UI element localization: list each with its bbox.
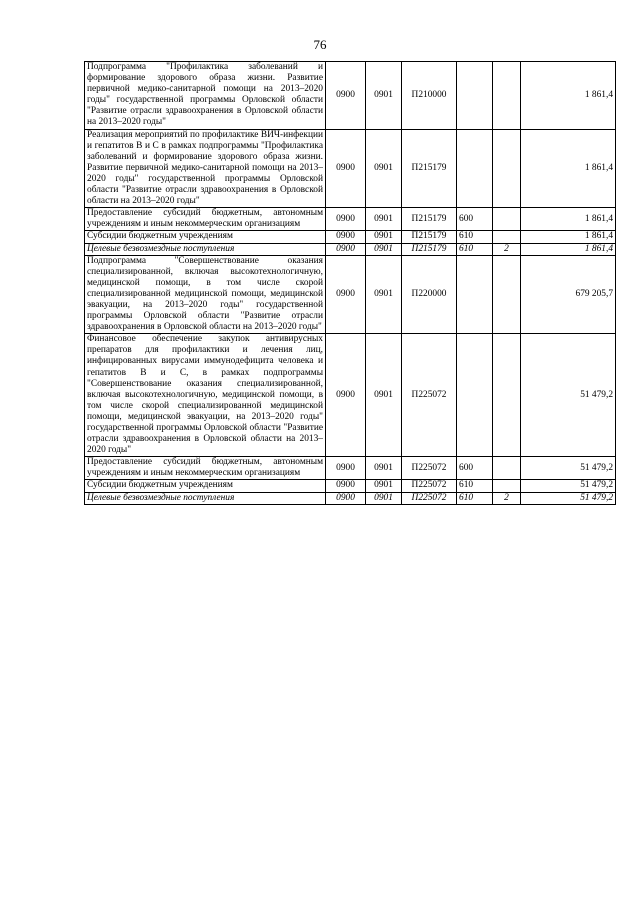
subsection-code: 0901 — [366, 334, 402, 457]
funding-source-code — [493, 208, 521, 231]
amount: 1 861,4 — [521, 208, 616, 231]
funding-source-code — [493, 457, 521, 480]
expense-type-code — [457, 334, 493, 457]
page-number: 76 — [313, 37, 327, 52]
expense-type-code: 610 — [457, 480, 493, 492]
target-article-code: П225072 — [402, 334, 457, 457]
subsection-code: 0901 — [366, 62, 402, 130]
section-code: 0900 — [326, 231, 366, 243]
row-name: Целевые безвозмездные поступления — [85, 492, 326, 504]
row-name: Подпрограмма "Профилактика заболеваний и формирование здорового образа жизни. Развитие первичной медико-санитарной помощи на 2013–2020 годы" государственной программы Орловской области "Развитие отрасли здравоохранения в Орловской области на 2013–2020 годы" — [85, 62, 326, 130]
section-code: 0900 — [326, 129, 366, 208]
table-row — [85, 334, 616, 457]
funding-source-code — [493, 480, 521, 492]
subsection-code: 0901 — [366, 480, 402, 492]
section-code: 0900 — [326, 243, 366, 255]
section-code: 0900 — [326, 208, 366, 231]
target-article-code: П225072 — [402, 457, 457, 480]
section-code: 0900 — [326, 62, 366, 130]
amount: 51 479,2 — [521, 492, 616, 504]
expense-type-code: 600 — [457, 457, 493, 480]
funding-source-code: 2 — [493, 243, 521, 255]
target-article-code: П215179 — [402, 243, 457, 255]
funding-source-code — [493, 231, 521, 243]
subsection-code: 0901 — [366, 457, 402, 480]
amount: 1 861,4 — [521, 243, 616, 255]
target-article-code: П215179 — [402, 231, 457, 243]
amount: 51 479,2 — [521, 480, 616, 492]
target-article-code: П210000 — [402, 62, 457, 130]
section-code: 0900 — [326, 255, 366, 334]
table-row — [85, 208, 616, 231]
expense-type-code: 610 — [457, 243, 493, 255]
table-row — [85, 62, 616, 130]
row-name: Финансовое обеспечение закупок антивирусных препаратов для профилактики и лечения лиц, инфицированных вирусами иммунодефицита человека и гепатитов В и С, в рамках подпрограммы "Совершенствование оказания специализированной, включая высокотехнологичную, медицинской помощи, в том числе скорой специализированной медицинской помощи, медицинской эвакуации, на 2013–2020 годы" государственной программы Орловской области "Развитие отрасли здравоохранения в Орловской области на 2013–2020 годы" — [85, 334, 326, 457]
expense-type-code — [457, 62, 493, 130]
target-article-code: П225072 — [402, 480, 457, 492]
subsection-code: 0901 — [366, 255, 402, 334]
amount: 679 205,7 — [521, 255, 616, 334]
row-name: Подпрограмма "Совершенствование оказания специализированной, включая высокотехнологичную, медицинской помощи, в том числе скорой специализированной медицинской помощи, медицинской эвакуации, на 2013–2020 годы" государственной программы Орловской области "Развитие отрасли здравоохранения в Орловской области на 2013–2020 годы" — [85, 255, 326, 334]
row-name: Предоставление субсидий бюджетным, автономным учреждениям и иным некоммерческим организациям — [85, 457, 326, 480]
target-article-code: П225072 — [402, 492, 457, 504]
table-row — [85, 255, 616, 334]
amount: 51 479,2 — [521, 457, 616, 480]
expense-type-code: 610 — [457, 231, 493, 243]
target-article-code: П215179 — [402, 129, 457, 208]
funding-source-code: 2 — [493, 492, 521, 504]
section-code: 0900 — [326, 457, 366, 480]
table-row — [85, 243, 616, 255]
table-row — [85, 457, 616, 480]
row-name: Целевые безвозмездные поступления — [85, 243, 326, 255]
subsection-code: 0901 — [366, 129, 402, 208]
row-name: Субсидии бюджетным учреждениям — [85, 231, 326, 243]
row-name: Предоставление субсидий бюджетным, автономным учреждениям и иным некоммерческим организациям — [85, 208, 326, 231]
subsection-code: 0901 — [366, 208, 402, 231]
subsection-code: 0901 — [366, 492, 402, 504]
table-row — [85, 492, 616, 504]
amount: 1 861,4 — [521, 129, 616, 208]
row-name: Реализация мероприятий по профилактике ВИЧ-инфекции и гепатитов В и С в рамках подпрограммы "Профилактика заболеваний и формирование здорового образа жизни. Развитие первичной медико-санитарной помощи на 2013–2020 годы" государственной программы Орловской области "Развитие отрасли здравоохранения в Орловской области на 2013–2020 годы" — [85, 129, 326, 208]
amount: 1 861,4 — [521, 231, 616, 243]
funding-source-code — [493, 62, 521, 130]
target-article-code: П220000 — [402, 255, 457, 334]
subsection-code: 0901 — [366, 243, 402, 255]
funding-source-code — [493, 129, 521, 208]
row-name: Субсидии бюджетным учреждениям — [85, 480, 326, 492]
amount: 51 479,2 — [521, 334, 616, 457]
expense-type-code: 600 — [457, 208, 493, 231]
section-code: 0900 — [326, 480, 366, 492]
subsection-code: 0901 — [366, 231, 402, 243]
expense-type-code — [457, 129, 493, 208]
expense-type-code: 610 — [457, 492, 493, 504]
section-code: 0900 — [326, 492, 366, 504]
section-code: 0900 — [326, 334, 366, 457]
table-row — [85, 231, 616, 243]
funding-source-code — [493, 334, 521, 457]
funding-source-code — [493, 255, 521, 334]
amount: 1 861,4 — [521, 62, 616, 130]
table-row — [85, 129, 616, 208]
target-article-code: П215179 — [402, 208, 457, 231]
expense-type-code — [457, 255, 493, 334]
table-row — [85, 480, 616, 492]
budget-table — [84, 61, 616, 505]
